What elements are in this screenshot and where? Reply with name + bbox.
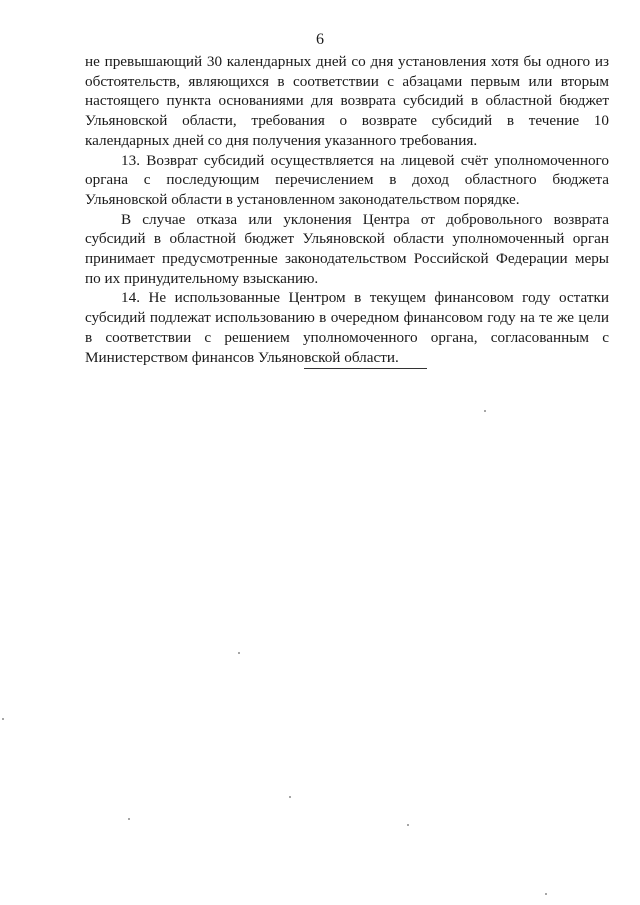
page-number: 6 [316, 31, 324, 48]
end-of-document-rule [304, 368, 427, 369]
scan-speck [289, 796, 291, 798]
scan-speck [2, 718, 4, 720]
paragraph-refusal: В случае отказа или уклонения Центра от добровольного возврата субсидий в областной бюджет Ульяновской области уполномоченный орган принимает предусмотренные законодательством Российской Федерации меры по их принудительному взысканию. [85, 210, 609, 287]
document-body [85, 52, 609, 367]
paragraph-item-13: 13. Возврат субсидий осуществляется на лицевой счёт уполномоченного органа с последующим перечислением в доход областного бюджета Ульяновской области в установленном законодательством порядке. [85, 151, 609, 208]
scan-speck [484, 410, 486, 412]
paragraph-item-14: 14. Не использованные Центром в текущем финансовом году остатки субсидий подлежат использованию в очередном финансовом году на те же цели в соответствии с решением уполномоченного органа, согласованным с Министерством финансов Ульяновской области. [85, 289, 609, 366]
scan-speck [238, 652, 240, 654]
scan-speck [128, 818, 130, 820]
paragraph-continuation: не превышающий 30 календарных дней со дня установления хотя бы одного из обстоятельств, являющихся в соответствии с абзацами первым или вторым настоящего пункта основаниями для возврата субсидий в областной бюджет Ульяновской области, требования о возврате субсидий в течение 10 календарных дней со дня получения указанного требования. [85, 53, 609, 149]
scan-speck [407, 824, 409, 826]
scan-speck [545, 893, 547, 895]
